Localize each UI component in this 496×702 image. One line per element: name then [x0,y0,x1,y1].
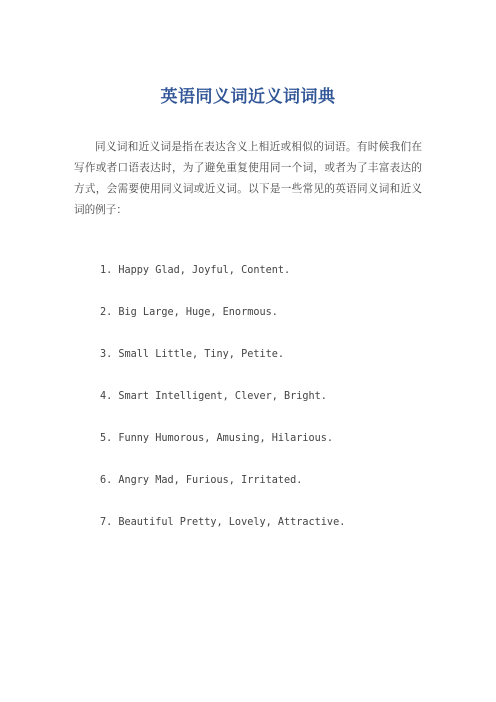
list-item: 5. Funny Humorous, Amusing, Hilarious. [100,433,334,444]
intro-paragraph: 同义词和近义词是指在表达含义上相近或相似的词语。有时候我们在写作或者口语表达时，为了避免重复使用同一个词，或者为了丰富表达的方式，会需要使用同义词或近义词。以下是一些常见的英语同义词和近义词的例子： [74,141,422,216]
list-item: 4. Smart Intelligent, Clever, Bright. [100,391,327,402]
list-item: 2. Big Large, Huge, Enormous. [100,307,278,318]
synonym-list [100,264,345,558]
list-item: 7. Beautiful Pretty, Lovely, Attractive. [100,517,346,528]
list-item: 3. Small Little, Tiny, Petite. [100,349,285,360]
list-item: 6. Angry Mad, Furious, Irritated. [100,475,303,486]
document-title: 英语同义词近义词词典 [160,87,336,107]
list-item: 1. Happy Glad, Joyful, Content. [100,265,291,276]
